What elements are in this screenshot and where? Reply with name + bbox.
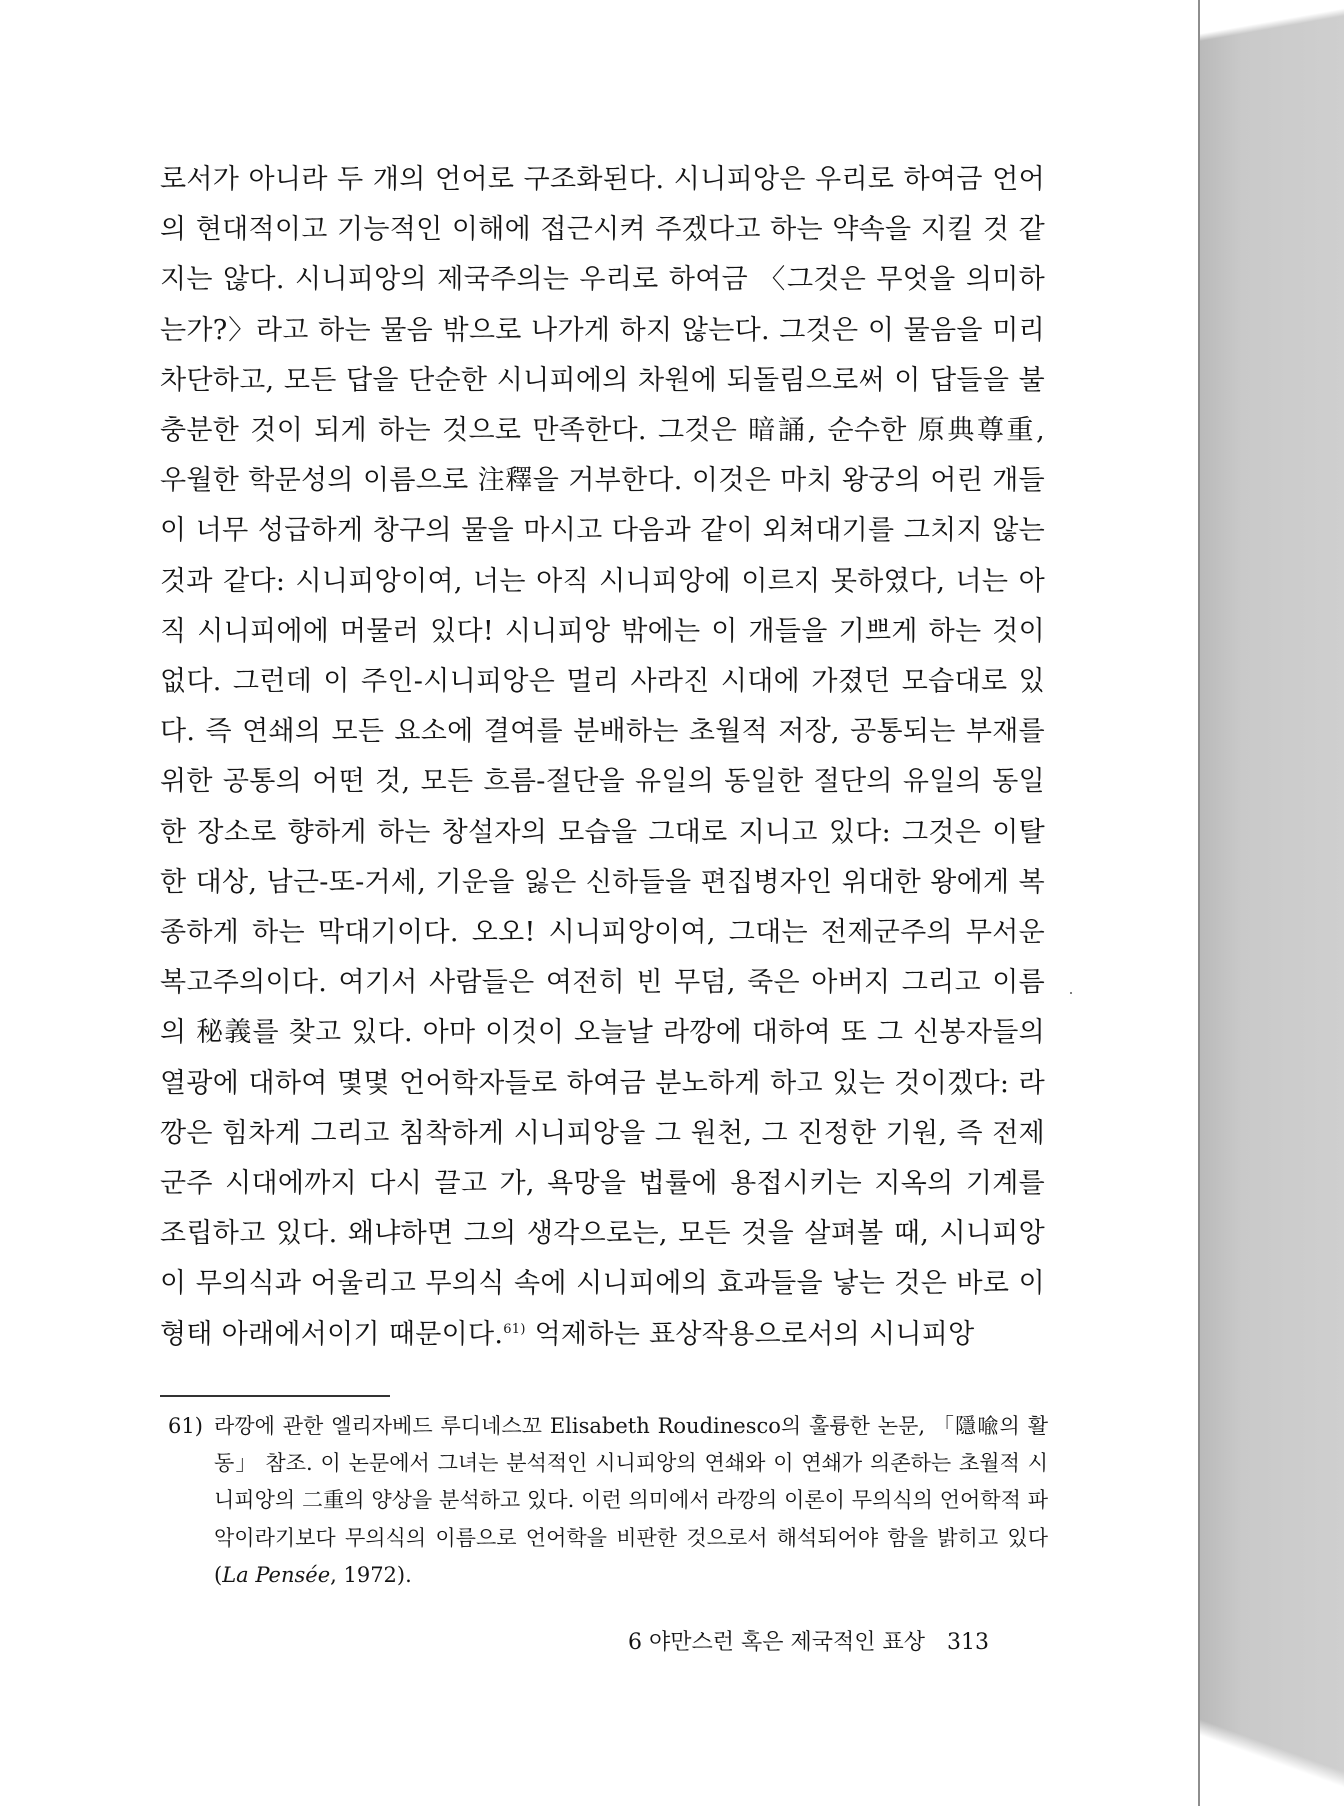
chapter-title: 6 야만스런 혹은 제국적인 표상	[628, 1630, 925, 1655]
page-speck	[1070, 992, 1072, 994]
main-text-before-note: 로서가 아니라 두 개의 언어로 구조화된다. 시니피앙은 우리로 하여금 언어의 현대적이고 기능적인 이해에 접근시켜 주겠다고 하는 약속을 지킬 것 같지는 않다. 시니피앙의 제국주의는 우리로 하여금 〈그것은 무엇을 의미하는가?〉라고 하는 물음 밖으로 나가게 하지 않는다. 그것은 이 물음을 미리 차단하고, 모든 답을 단순한 시니피에의 차원에 되돌림으로써 이 답들을 불충분한 것이 되게 하는 것으로 만족한다. 그것은 暗誦, 순수한 原典尊重, 우월한 학문성의 이름으로 注釋을 거부한다. 이것은 마치 왕궁의 어린 개들이 너무 성급하게 창구의 물을 마시고 다음과 같이 외쳐대기를 그치지 않는 것과 같다: 시니피앙이여, 너는 아직 시니피앙에 이르지 못하였다, 너는 아직 시니피에에 머물러 있다! 시니피앙 밖에는 이 개들을 기쁘게 하는 것이 없다. 그런데 이 주인-시니피앙은 멀리 사라진 시대에 가졌던 모습대로 있다. 즉 연쇄의 모든 요소에 결여를 분배하는 초월적 저장, 공통되는 부재를 위한 공통의 어떤 것, 모든 흐름-절단을 유일의 동일한 절단의 유일의 동일한 장소로 향하게 하는 창설자의 모습을 그대로 지니고 있다: 그것은 이탈한 대상, 남근-또-거세, 기운을 잃은 신하들을 편집병자인 위대한 왕에게 복종하게 하는 막대기이다. 오오! 시니피앙이여, 그대는 전제군주의 무서운 복고주의이다. 여기서 사람들은 여전히 빈 무덤, 죽은 아버지 그리고 이름의 秘義를 찾고 있다. 아마 이것이 오늘날 라깡에 대하여 또 그 신봉자들의 열광에 대하여 몇몇 언어학자들로 하여금 분노하게 하고 있는 것이겠다: 라깡은 힘차게 그리고 침착하게 시니피앙을 그 원천, 그 진정한 기원, 즉 전제군주 시대에까지 다시 끌고 가, 욕망을 법률에 용접시키는 지옥의 기계를 조립하고 있다. 왜냐하면 그의 생각으로는, 모든 것을 살펴볼 때, 시니피앙이 무의식과 어울리고 무의식 속에 시니피에의 효과들을 낳는 것은 바로 이 형태 아래에서이기 때문이다.	[160, 164, 1045, 1350]
footnote-61	[168, 1408, 1048, 1594]
book-edge-bottom-fade	[1198, 1700, 1344, 1806]
footnote-reference-61: 61)	[503, 1321, 526, 1337]
book-edge-top-fade	[1198, 0, 1344, 50]
footnote-text-part2: , 1972).	[330, 1562, 412, 1587]
book-page-edge	[1198, 0, 1344, 1806]
footnote-number: 61)	[168, 1414, 203, 1438]
footnote-italic-title: La Pensée	[222, 1562, 331, 1587]
running-footer	[628, 1625, 1058, 1656]
footnote-text	[214, 1408, 1048, 1594]
page-number: 313	[947, 1630, 989, 1655]
main-text-after-note: 억제하는 표상작용으로서의 시니피앙	[525, 1318, 975, 1350]
footnote-separator	[160, 1395, 390, 1397]
main-paragraph	[160, 155, 1045, 1360]
footnote-text-part1: 라깡에 관한 엘리자베드 루디네스꼬 Elisabeth Roudinesco의 훌륭한 논문, 「隱喩의 활동」 참조. 이 논문에서 그녀는 분석적인 시니피앙의 연쇄와 이 연쇄가 의존하는 초월적 시니피앙의 二重의 양상을 분석하고 있다. 이런 의미에서 라깡의 이론이 무의식의 언어학적 파악이라기보다 무의식의 이름으로 언어학을 비판한 것으로서 해석되어야 함을 밝히고 있다(	[214, 1414, 1048, 1587]
